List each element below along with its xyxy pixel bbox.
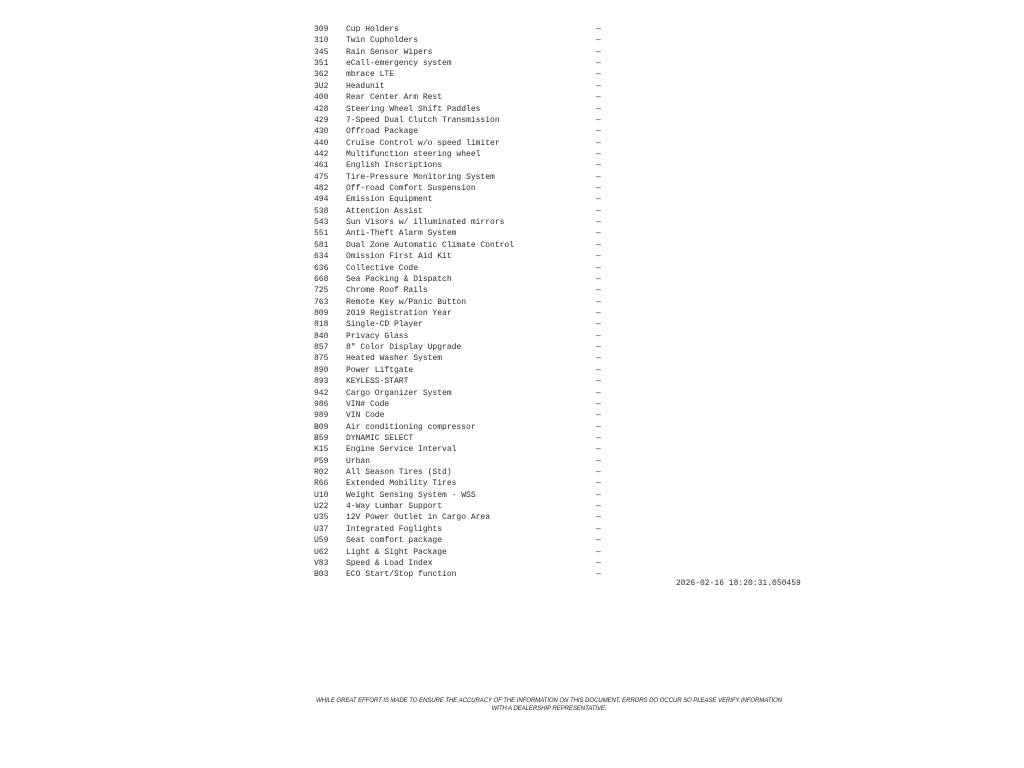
option-price: — bbox=[596, 354, 601, 364]
option-price: — bbox=[596, 263, 601, 273]
option-price: — bbox=[596, 81, 601, 91]
option-code: R66 bbox=[314, 479, 329, 489]
option-description: Extended Mobility Tires bbox=[346, 479, 457, 489]
option-price: — bbox=[596, 218, 601, 228]
option-code: 429 bbox=[314, 115, 329, 125]
option-description: 2019 Registration Year bbox=[346, 308, 452, 318]
option-price: — bbox=[596, 195, 601, 205]
option-description: Omission First Aid Kit bbox=[346, 252, 452, 262]
option-price: — bbox=[596, 433, 601, 443]
option-price: — bbox=[596, 490, 601, 500]
option-code: 428 bbox=[314, 104, 329, 114]
option-price: — bbox=[596, 558, 601, 568]
option-code: 309 bbox=[314, 25, 329, 34]
option-price: — bbox=[596, 240, 601, 250]
option-description: DYNAMIC SELECT bbox=[346, 433, 414, 443]
option-row bbox=[314, 183, 606, 194]
option-row bbox=[314, 456, 606, 467]
option-row bbox=[314, 263, 606, 274]
option-code: 543 bbox=[314, 218, 329, 228]
option-code: 634 bbox=[314, 252, 329, 262]
option-price: — bbox=[596, 297, 601, 307]
option-row bbox=[314, 501, 606, 512]
option-description: Headunit bbox=[346, 81, 385, 91]
option-code: U35 bbox=[314, 513, 329, 523]
option-code: 3U2 bbox=[314, 81, 329, 91]
option-row bbox=[314, 115, 606, 126]
option-description: Anti-Theft Alarm System bbox=[346, 229, 457, 239]
print-timestamp: 2026-02-16 18:20:31.050459 bbox=[676, 579, 801, 588]
option-description: Light & Sight Package bbox=[346, 547, 447, 557]
option-description: Heated Washer System bbox=[346, 354, 443, 364]
option-price: — bbox=[596, 206, 601, 216]
option-description: Collective Code bbox=[346, 263, 419, 273]
option-code: 857 bbox=[314, 343, 329, 353]
option-price: — bbox=[596, 59, 601, 69]
option-price: — bbox=[596, 570, 601, 580]
option-code: 989 bbox=[314, 411, 329, 421]
option-row bbox=[314, 410, 606, 421]
option-code: 442 bbox=[314, 149, 329, 159]
option-description: Sea Packing & Dispatch bbox=[346, 274, 452, 284]
option-price: — bbox=[596, 47, 601, 57]
option-row bbox=[314, 478, 606, 489]
option-price: — bbox=[596, 399, 601, 409]
option-description: Speed & Load Index bbox=[346, 558, 433, 568]
option-row bbox=[314, 172, 606, 183]
option-description: Tire-Pressure Monitoring System bbox=[346, 172, 495, 182]
option-row bbox=[314, 194, 606, 205]
option-row bbox=[314, 490, 606, 501]
option-code: 440 bbox=[314, 138, 329, 148]
option-price: — bbox=[596, 479, 601, 489]
option-description: VIN# Code bbox=[346, 399, 390, 409]
option-code: 818 bbox=[314, 320, 329, 330]
option-price: — bbox=[596, 127, 601, 137]
option-row bbox=[314, 206, 606, 217]
option-code: U10 bbox=[314, 490, 329, 500]
option-code: 362 bbox=[314, 70, 329, 80]
option-code: U59 bbox=[314, 536, 329, 546]
option-row bbox=[314, 217, 606, 228]
option-description: Urban bbox=[346, 456, 371, 466]
option-code: 351 bbox=[314, 59, 329, 69]
option-code: R02 bbox=[314, 468, 329, 478]
option-row bbox=[314, 228, 606, 239]
option-row bbox=[314, 24, 606, 35]
option-price: — bbox=[596, 377, 601, 387]
option-row bbox=[314, 274, 606, 285]
option-row bbox=[314, 547, 606, 558]
option-row bbox=[314, 297, 606, 308]
option-row bbox=[314, 342, 606, 353]
option-row bbox=[314, 240, 606, 251]
option-description: 8" Color Display Upgrade bbox=[346, 343, 462, 353]
option-price: — bbox=[596, 343, 601, 353]
option-code: 581 bbox=[314, 240, 329, 250]
option-description: Sun Visors w/ illuminated mirrors bbox=[346, 218, 505, 228]
option-price: — bbox=[596, 70, 601, 80]
option-price: — bbox=[596, 468, 601, 478]
option-code: 893 bbox=[314, 377, 329, 387]
option-code: P59 bbox=[314, 456, 329, 466]
option-code: 809 bbox=[314, 308, 329, 318]
option-row bbox=[314, 92, 606, 103]
option-price: — bbox=[596, 138, 601, 148]
option-code: 840 bbox=[314, 331, 329, 341]
option-code: 890 bbox=[314, 365, 329, 375]
option-description: 12V Power Outlet in Cargo Area bbox=[346, 513, 491, 523]
option-price: — bbox=[596, 36, 601, 46]
option-description: eCall-emergency system bbox=[346, 59, 452, 69]
option-code: U22 bbox=[314, 502, 329, 512]
option-description: Rain Sensor Wipers bbox=[346, 47, 433, 57]
option-description: Steering Wheel Shift Paddles bbox=[346, 104, 481, 114]
option-row bbox=[314, 285, 606, 296]
option-code: V83 bbox=[314, 558, 329, 568]
option-row bbox=[314, 138, 606, 149]
option-price: — bbox=[596, 547, 601, 557]
option-code: 494 bbox=[314, 195, 329, 205]
option-code: 475 bbox=[314, 172, 329, 182]
option-row bbox=[314, 319, 606, 330]
option-row bbox=[314, 569, 606, 580]
option-description: KEYLESS-START bbox=[346, 377, 409, 387]
option-code: 763 bbox=[314, 297, 329, 307]
option-description: Seat comfort package bbox=[346, 536, 443, 546]
option-description: Air conditioning compressor bbox=[346, 422, 476, 432]
option-description: Chrome Roof Rails bbox=[346, 286, 428, 296]
option-row bbox=[314, 433, 606, 444]
option-row bbox=[314, 160, 606, 171]
option-description: 7-Speed Dual Clutch Transmission bbox=[346, 115, 500, 125]
option-row bbox=[314, 365, 606, 376]
option-row bbox=[314, 399, 606, 410]
option-price: — bbox=[596, 104, 601, 114]
option-code: K15 bbox=[314, 445, 329, 455]
option-row bbox=[314, 69, 606, 80]
option-price: — bbox=[596, 93, 601, 103]
option-description: Remote Key w/Panic Button bbox=[346, 297, 467, 307]
option-code: U62 bbox=[314, 547, 329, 557]
option-row bbox=[314, 422, 606, 433]
option-description: Cruise Control w/o speed limiter bbox=[346, 138, 500, 148]
option-price: — bbox=[596, 320, 601, 330]
option-description: Engine Service Interval bbox=[346, 445, 457, 455]
option-price: — bbox=[596, 184, 601, 194]
option-description: 4-Way Lumbar Support bbox=[346, 502, 443, 512]
option-price: — bbox=[596, 365, 601, 375]
option-description: All Season Tires (Std) bbox=[346, 468, 452, 478]
option-description: Attention Assist bbox=[346, 206, 423, 216]
option-row bbox=[314, 444, 606, 455]
option-description: Cargo Organizer System bbox=[346, 388, 452, 398]
option-price: — bbox=[596, 274, 601, 284]
option-description: ECO Start/Stop function bbox=[346, 570, 457, 580]
option-code: B03 bbox=[314, 570, 329, 580]
option-description: VIN Code bbox=[346, 411, 385, 421]
option-row bbox=[314, 149, 606, 160]
option-description: Multifunction steering wheel bbox=[346, 149, 481, 159]
option-price: — bbox=[596, 388, 601, 398]
option-code: 986 bbox=[314, 399, 329, 409]
option-description: Twin Cupholders bbox=[346, 36, 419, 46]
option-row bbox=[314, 524, 606, 535]
option-code: 668 bbox=[314, 274, 329, 284]
option-row bbox=[314, 47, 606, 58]
option-row bbox=[314, 308, 606, 319]
option-code: B59 bbox=[314, 433, 329, 443]
option-description: Integrated Foglights bbox=[346, 524, 443, 534]
option-price: — bbox=[596, 502, 601, 512]
option-price: — bbox=[596, 422, 601, 432]
option-price: — bbox=[596, 115, 601, 125]
option-row bbox=[314, 558, 606, 569]
option-price: — bbox=[596, 513, 601, 523]
option-price: — bbox=[596, 536, 601, 546]
option-code: 942 bbox=[314, 388, 329, 398]
option-code: 430 bbox=[314, 127, 329, 137]
option-row bbox=[314, 81, 606, 92]
option-code: 725 bbox=[314, 286, 329, 296]
option-code: 538 bbox=[314, 206, 329, 216]
option-price: — bbox=[596, 411, 601, 421]
option-row bbox=[314, 376, 606, 387]
option-price: — bbox=[596, 445, 601, 455]
option-price: — bbox=[596, 524, 601, 534]
options-table bbox=[314, 24, 606, 581]
option-description: Offroad Package bbox=[346, 127, 419, 137]
option-code: 551 bbox=[314, 229, 329, 239]
option-description: Cup Holders bbox=[346, 25, 399, 34]
option-code: B09 bbox=[314, 422, 329, 432]
option-description: mbrace LTE bbox=[346, 70, 395, 80]
option-row bbox=[314, 353, 606, 364]
option-code: 345 bbox=[314, 47, 329, 57]
option-price: — bbox=[596, 286, 601, 296]
options-table-body bbox=[314, 24, 606, 581]
option-code: U37 bbox=[314, 524, 329, 534]
option-code: 636 bbox=[314, 263, 329, 273]
option-price: — bbox=[596, 161, 601, 171]
option-row bbox=[314, 251, 606, 262]
option-code: 875 bbox=[314, 354, 329, 364]
option-code: 310 bbox=[314, 36, 329, 46]
option-row bbox=[314, 535, 606, 546]
option-description: Dual Zone Automatic Climate Control bbox=[346, 240, 515, 250]
option-description: Off-road Comfort Suspension bbox=[346, 184, 476, 194]
option-row bbox=[314, 388, 606, 399]
option-row bbox=[314, 35, 606, 46]
option-row bbox=[314, 512, 606, 523]
option-code: 400 bbox=[314, 93, 329, 103]
option-price: — bbox=[596, 331, 601, 341]
option-price: — bbox=[596, 172, 601, 182]
option-description: Power Liftgate bbox=[346, 365, 414, 375]
option-code: 482 bbox=[314, 184, 329, 194]
option-price: — bbox=[596, 149, 601, 159]
option-description: Rear Center Arm Rest bbox=[346, 93, 443, 103]
option-price: — bbox=[596, 229, 601, 239]
option-description: Privacy Glass bbox=[346, 331, 409, 341]
option-price: — bbox=[596, 456, 601, 466]
option-description: Single-CD Player bbox=[346, 320, 423, 330]
option-description: Weight Sensing System - WSS bbox=[346, 490, 476, 500]
option-price: — bbox=[596, 25, 601, 34]
option-description: Emission Equipment bbox=[346, 195, 433, 205]
option-description: English Inscriptions bbox=[346, 161, 443, 171]
option-row bbox=[314, 126, 606, 137]
option-price: — bbox=[596, 252, 601, 262]
option-row bbox=[314, 58, 606, 69]
option-row bbox=[314, 104, 606, 115]
option-code: 461 bbox=[314, 161, 329, 171]
option-price: — bbox=[596, 308, 601, 318]
disclaimer-text: WHILE GREAT EFFORT IS MADE TO ENSURE THE ACCURACY OF THE INFORMATION ON THIS DOCUMENT, ERRORS DO OCCUR SO PLEASE VERIFY INFORMATION WITH A DEALERSHIP REPRESENTATIVE. bbox=[316, 697, 782, 712]
option-row bbox=[314, 467, 606, 478]
option-row bbox=[314, 331, 606, 342]
